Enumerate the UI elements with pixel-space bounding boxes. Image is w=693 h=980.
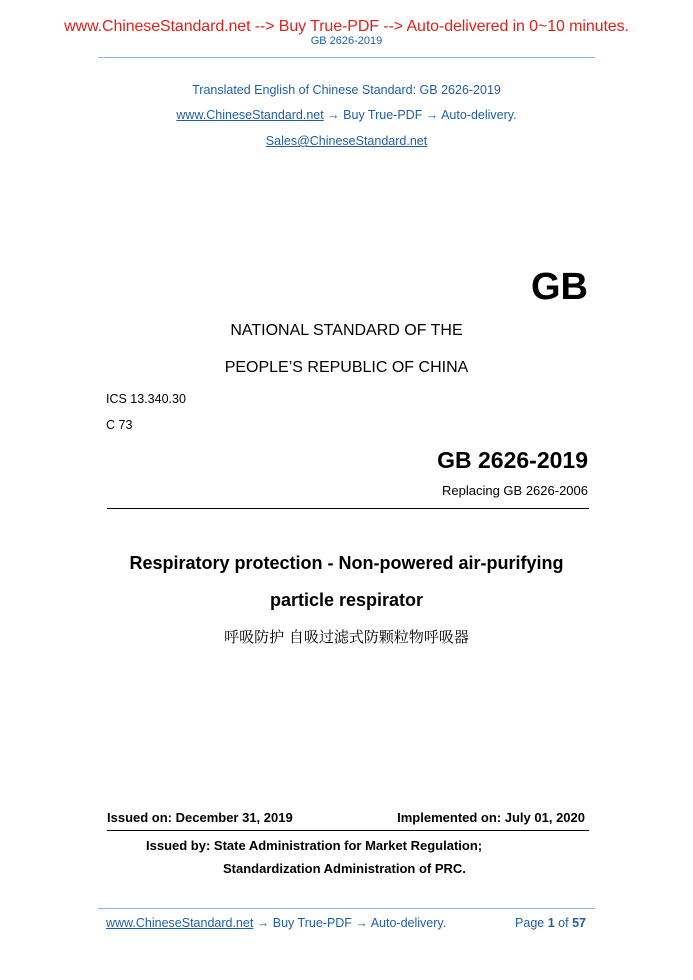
national-standard-line1: NATIONAL STANDARD OF THE xyxy=(230,322,463,339)
footer-site-link[interactable]: www.ChineseStandard.net xyxy=(106,916,254,930)
page-label: Page xyxy=(515,916,545,930)
footer-divider xyxy=(98,908,595,909)
sales-email-link[interactable]: Sales@ChineseStandard.net xyxy=(265,134,428,148)
translation-links xyxy=(0,108,693,122)
site-link[interactable]: www.ChineseStandard.net xyxy=(176,108,324,122)
ics-code: ICS 13.340.30 xyxy=(106,392,186,406)
page-indicator xyxy=(515,916,586,930)
footer-delivery-text: → Buy True-PDF → Auto-delivery. xyxy=(253,916,447,930)
issued-by-line2: Standardization Administration of PRC. xyxy=(223,861,466,876)
header-divider xyxy=(98,57,595,58)
ccs-code: C 73 xyxy=(106,418,133,432)
document-title-line2: particle respirator xyxy=(269,590,424,610)
page-number: 1 xyxy=(547,916,555,930)
national-standard-line2: PEOPLE’S REPUBLIC OF CHINA xyxy=(224,359,469,376)
issued-on-date: Issued on: December 31, 2019 xyxy=(107,810,293,825)
footer-links xyxy=(106,916,446,930)
page-total: 57 xyxy=(572,916,586,930)
implemented-on-date: Implemented on: July 01, 2020 xyxy=(397,810,585,825)
delivery-text: → Buy True-PDF → Auto-delivery. xyxy=(323,108,517,122)
gb-logo: GB xyxy=(531,266,588,308)
header-standard-code: GB 2626-2019 xyxy=(310,35,383,47)
sales-email-row xyxy=(0,134,693,148)
top-banner: www.ChineseStandard.net --> Buy True-PDF --> Auto-delivered in 0~10 minutes. xyxy=(64,18,629,35)
replacing-standard: Replacing GB 2626-2006 xyxy=(442,483,588,498)
issued-by-line1: Issued by: State Administration for Market Regulation; xyxy=(146,838,483,853)
of-label: of xyxy=(558,916,569,930)
translation-notice: Translated English of Chinese Standard: GB 2626-2019 xyxy=(192,83,501,97)
document-title-line1: Respiratory protection - Non-powered air-purifying xyxy=(129,553,564,573)
dates-divider xyxy=(107,830,589,831)
document-title-chinese: 呼吸防护 自吸过滤式防颗粒物呼吸器 xyxy=(224,628,469,646)
standard-number: GB 2626-2019 xyxy=(437,447,588,473)
title-divider xyxy=(107,508,589,509)
